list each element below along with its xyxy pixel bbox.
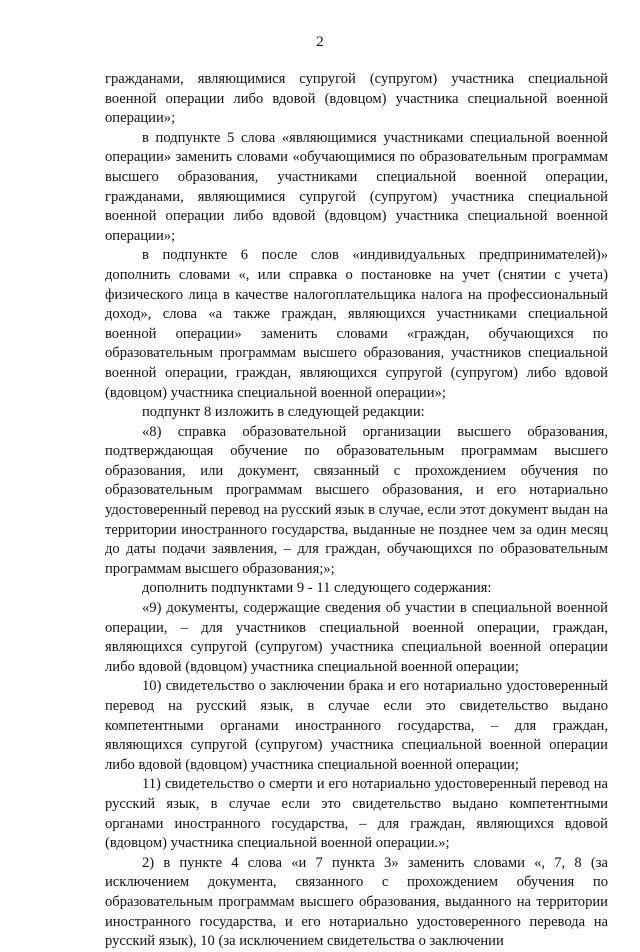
paragraph: подпункт 8 изложить в следующей редакции: [142, 404, 425, 421]
paragraph: «9) документы, содержащие сведения об участии в специальной военной операции, – для участников специальной военной операции, граждан, являющихся супругой (супругом) участника специальной военной операции либо вдовой (вдовцом) участника специальной военной операции; [105, 600, 608, 675]
paragraph: 2) в пункте 4 слова «и 7 пункта 3» заменить словами «, 7, 8 (за исключением документа, связанного с прохождением обучения по образовательным программам высшего образования, выданного на территории иностранного государства, и его нотариально удостоверенного перевода на русский язык), 10 (за исключением свидетельства о заключении [105, 854, 608, 950]
paragraph: 10) свидетельство о заключении брака и его нотариально удостоверенный перевод на русский язык, в случае если это свидетельство выдано компетентными органами иностранного государства, – для граждан, являющихся супругой (супругом) участника специальной военной операции либо вдовой (вдовцом) участника специальной военной операции; [105, 678, 608, 773]
page-number: 2 [316, 34, 324, 50]
document-body [105, 70, 608, 952]
paragraph: в подпункте 6 после слов «индивидуальных предпринимателей)» дополнить словами «, или справка о постановке на учет (снятии с учета) физического лица в качестве налогоплательщика налога на профессиональный доход», слова «а также граждан, являющихся участниками специальной военной операции» заменить словами «граждан, обучающихся по образовательным программам высшего образования, участников специальной военной операции, граждан, являющихся супругой (супругом) либо вдовой (вдовцом) участника специальной военной операции»; [105, 247, 608, 401]
paragraph: «8) справка образовательной организации высшего образования, подтверждающая обучение по образовательным программам высшего образования, или документ, связанный с прохождением обучения по образовательным программам высшего образования, и его нотариально удостоверенный перевод на русский язык в случае, если этот документ выдан на территории иностранного государства, выданные не позднее чем за один месяц до даты подачи заявления, – для граждан, обучающихся по образовательным программам высшего образования;»; [105, 423, 608, 577]
paragraph: в подпункте 5 слова «являющимися участниками специальной военной операции» заменить словами «обучающимися по образовательным программам высшего образования, участниками специальной военной операции, гражданами, являющимися супругой (супругом) участника специальной военной операции либо вдовой (вдовцом) участника специальной военной операции»; [105, 129, 608, 244]
paragraph: дополнить подпунктами 9 - 11 следующего содержания: [142, 580, 492, 597]
paragraph: 11) свидетельство о смерти и его нотариально удостоверенный перевод на русский язык, в случае если это свидетельство выдано компетентными органами иностранного государства, – для граждан, являющихся вдовой (вдовцом) участника специальной военной операции.»; [105, 776, 608, 852]
paragraph: гражданами, являющимися супругой (супругом) участника специальной военной операции либо вдовой (вдовцом) участника специальной военной операции»; [105, 71, 608, 127]
